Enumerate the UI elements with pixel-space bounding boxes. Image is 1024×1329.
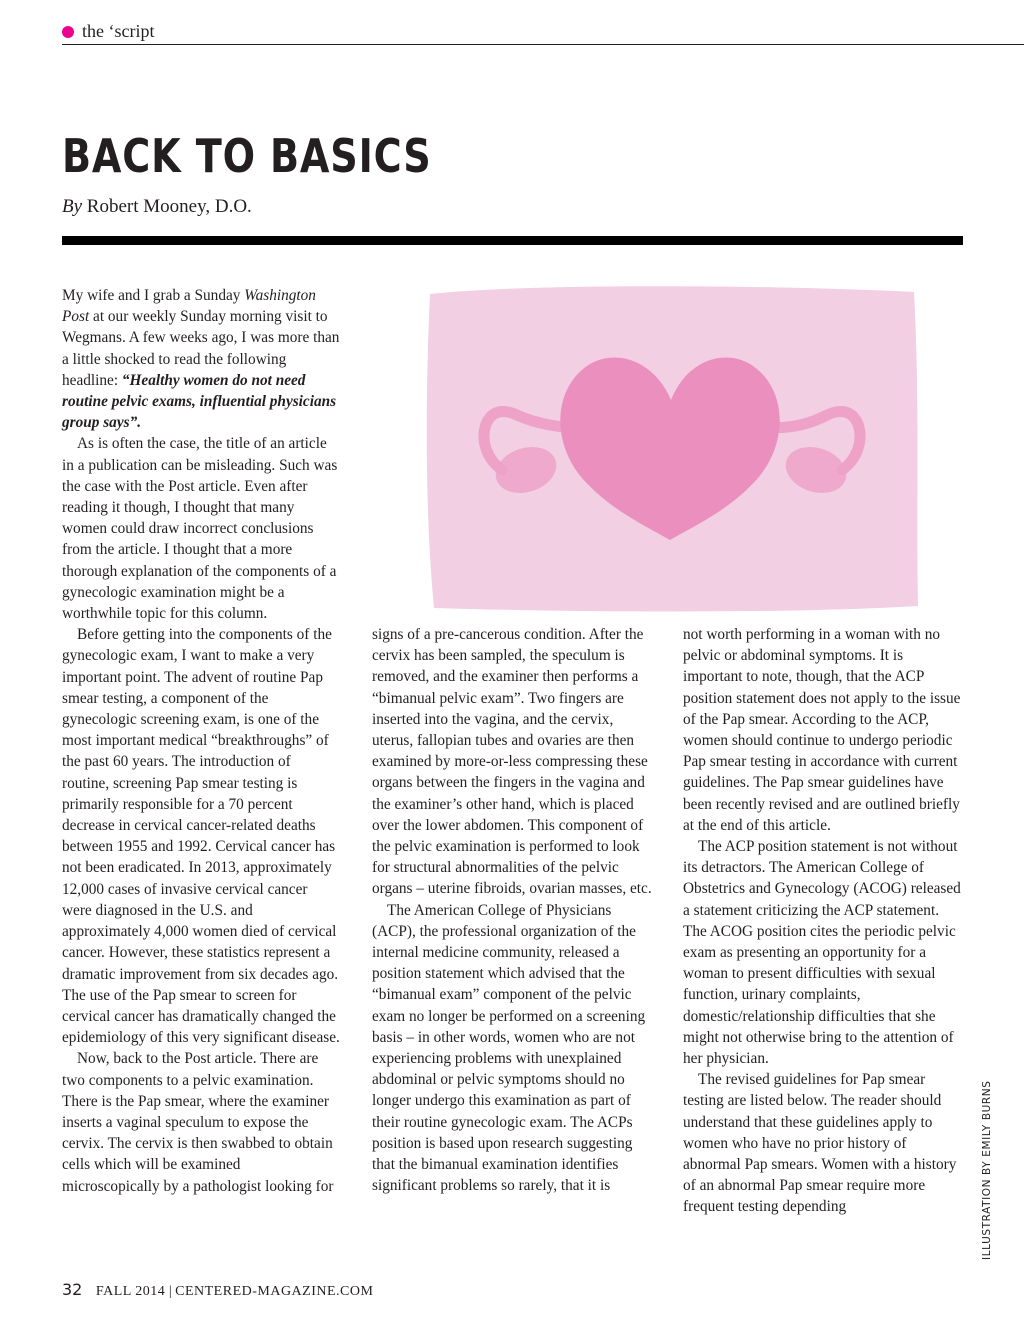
byline — [62, 195, 252, 219]
text-run: My wife and I grab a Sunday — [62, 287, 245, 304]
page-number: 32 — [62, 1280, 83, 1299]
footer-separator: | — [168, 1284, 172, 1299]
paragraph: not worth performing in a woman with no pelvic or abdominal symptoms. It is important to note, though, that the ACP position statement does not apply to the issue of the Pap smear. According to the ACP, women should continue to undergo periodic Pap smear testing in accordance with current guidelines. The Pap smear guidelines have been recently revised and are outlined briefly at the end of this article. — [683, 626, 961, 834]
byline-author: Robert Mooney, D.O. — [86, 196, 252, 217]
article-column-3 — [683, 624, 965, 1218]
quoted-headline: “Healthy women do not need routine pelvic exams, influential physicians group says”. — [62, 371, 337, 432]
paragraph: Before getting into the components of the gynecologic exam, I want to make a very important point. The advent of routine Pap smear testing, a component of the gynecologic screening exam, is one of the most important medical “breakthroughs” of the past 60 years. The introduction of routine, screening Pap smear testing is primarily responsible for a 70 percent decrease in cervical cancer-related deaths between 1955 and 1992. Cervical cancer has not been eradicated. In 2013, approximately 12,000 cases of invasive cervical cancer were diagnosed in the U.S. and approximately 4,000 women died of cervical cancer. However, these statistics represent a dramatic improvement from six decades ago. The use of the Pap smear to screen for cervical cancer has dramatically changed the epidemiology of this very significant disease. — [62, 626, 340, 1047]
byline-prefix: By — [62, 196, 83, 217]
article-column-2 — [372, 624, 652, 1196]
title-divider — [62, 236, 963, 245]
newspaper-name: Washington Post — [62, 287, 316, 326]
text-run: at our weekly Sunday morning visit to Wegmans. A few weeks ago, I was more than a little shocked to read the following headline: — [62, 308, 340, 389]
running-header — [62, 20, 1024, 45]
paragraph: signs of a pre-cancerous condition. After the cervix has been sampled, the speculum is removed, and the examiner then performs a “bimanual pelvic exam”. Two fingers are inserted into the vagina, and the cervix, uterus, fallopian tubes and ovaries are then examined by more-or-less compressing these organs between the fingers in the vagina and the examiner’s other hand, which is placed over the lower abdomen. This component of the pelvic examination is performed to look for structural abnormalities of the pelvic organs – uterine fibroids, ovarian masses, etc. — [372, 626, 652, 898]
site-url: CENTERED-MAGAZINE.COM — [175, 1284, 374, 1299]
paragraph: The revised guidelines for Pap smear testing are listed below. The reader should understand that these guidelines apply to women who have no prior history of abnormal Pap smears. Women with a history of an abnormal Pap smear require more frequent testing depending — [683, 1071, 957, 1216]
heart-uterus-illustration — [422, 282, 920, 612]
paragraph: Now, back to the Post article. There are two components to a pelvic examination. There is the Pap smear, where the examiner inserts a vaginal speculum to expose the cervix. The cervix is then swabbed to obtain cells which will be examined microscopically by a pathologist looking for — [62, 1050, 334, 1195]
article-column-1 — [62, 285, 340, 1197]
paragraph: As is often the case, the title of an article in a publication can be misleading. Such was the case with the Post article. Even after reading it though, I thought that many women could draw incorrect conclusions from the article. I thought that a more thorough explanation of the components of a gynecologic examination might be a worthwhile topic for this column. — [62, 435, 338, 623]
article-title: BACK TO BASICS — [62, 129, 432, 183]
section-bullet-icon — [62, 26, 74, 38]
paragraph: The American College of Physicians (ACP), the professional organization of the internal medicine community, released a position statement which advised that the “bimanual exam” component of the pelvic exam no longer be performed on a screening basis – in other words, women who are not experiencing problems with unexplained abdominal or pelvic symptoms should no longer undergo this examination as part of their routine gynecologic exam. The ACPs position is based upon research suggesting that the bimanual examination identifies significant problems so rarely, that it is — [372, 901, 646, 1195]
issue-label: FALL 2014 — [95, 1284, 166, 1299]
paragraph: The ACP position statement is not without its detractors. The American College of Obstetrics and Gynecology (ACOG) released a statement criticizing the ACP statement. The ACOG position cites the periodic pelvic exam as presenting an opportunity for a woman to present difficulties with sexual function, urinary complaints, domestic/relationship difficulties that she might not otherwise bring to the attention of her physician. — [683, 838, 961, 1068]
section-label: the ‘script — [82, 21, 155, 41]
page-footer — [62, 1280, 373, 1302]
illustration-credit: ILLUSTRATION BY EMILY BURNS — [981, 1080, 993, 1260]
paragraph — [62, 285, 340, 433]
